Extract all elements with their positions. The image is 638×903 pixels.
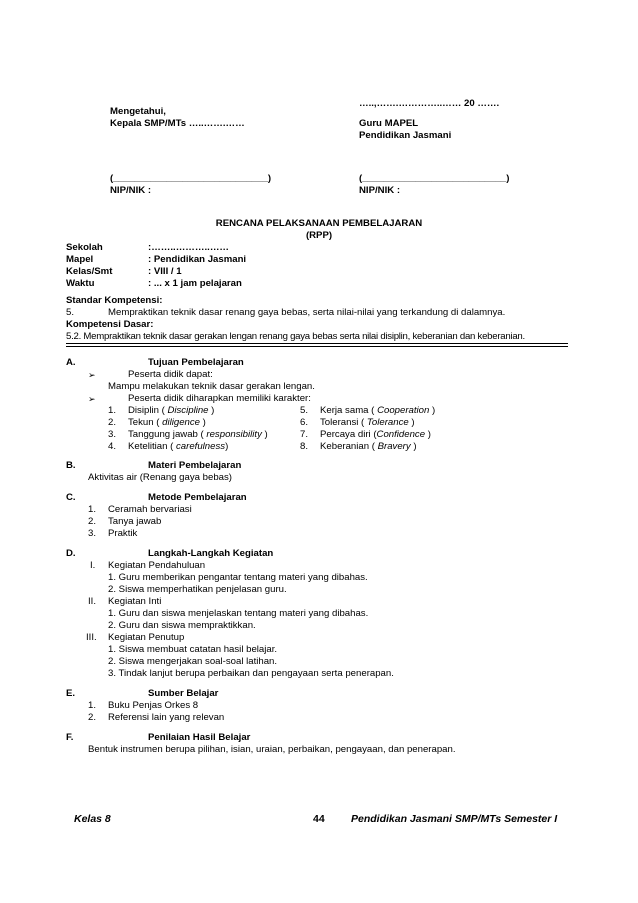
section-letter: A.: [66, 357, 76, 368]
section-heading-d: [0, 548, 638, 560]
character-item: [320, 417, 415, 429]
step-text: 3. Tindak lanjut berupa perbaikan dan pengayaan serta penerapan.: [108, 668, 394, 679]
section-title: Penilaian Hasil Belajar: [148, 732, 251, 743]
step-row: [0, 656, 638, 668]
standard-competency-text: Mempraktikan teknik dasar renang gaya bebas, serta nilai-nilai yang terkandung di dalamnya.: [108, 307, 506, 318]
step-text: 1. Guru dan siswa menjelaskan tentang materi yang dibahas.: [108, 608, 369, 619]
item-number: 1.: [88, 700, 97, 711]
character-english: Discipline: [167, 405, 209, 416]
basic-competency-label: Kompetensi Dasar:: [66, 319, 154, 330]
item-text: Praktik: [108, 528, 138, 539]
phase-number: III.: [86, 632, 97, 643]
section-letter: D.: [66, 548, 76, 559]
list-item: [0, 393, 638, 405]
step-row: [0, 644, 638, 656]
identity-value: :……..………..……: [148, 242, 230, 253]
list-item: [0, 516, 638, 528]
character-english: diligence: [162, 417, 201, 428]
principal-signature-blank: (_____________________________): [110, 173, 272, 184]
section-letter: F.: [66, 732, 74, 743]
character-english: Tolerance: [366, 417, 409, 428]
identity-label: Sekolah: [66, 242, 103, 253]
teacher-title: Guru MAPEL: [359, 118, 419, 129]
phase-label: Kegiatan Inti: [108, 596, 162, 607]
character-row: [0, 405, 638, 417]
phase-label: Kegiatan Pendahuluan: [108, 560, 206, 571]
character-number: 3.: [108, 429, 117, 440]
character-text-end: ): [429, 405, 436, 416]
document-subtitle: (RPP): [305, 230, 333, 241]
list-item: [0, 712, 638, 724]
step-text: 1. Siswa membuat catatan hasil belajar.: [108, 644, 278, 655]
page-number: 44: [313, 813, 325, 825]
section-letter: C.: [66, 492, 76, 503]
footer-class: Kelas 8: [74, 813, 111, 825]
standard-competency-number: 5.: [66, 307, 75, 318]
step-row: [0, 608, 638, 620]
character-text: Disiplin (: [128, 405, 168, 416]
identity-row: [0, 278, 638, 290]
item-text: Buku Penjas Orkes 8: [108, 700, 199, 711]
arrow-bullet-icon: ➢: [88, 370, 96, 380]
principal-nip: NIP/NIK :: [110, 185, 152, 196]
assessment-text: Bentuk instrumen berupa pilihan, isian, uraian, perbaikan, pengayaan, dan penerapan.: [88, 744, 456, 755]
character-english: Bravery: [377, 441, 411, 452]
phase-row: [0, 596, 638, 608]
step-row: [0, 620, 638, 632]
phase-label: Kegiatan Penutup: [108, 632, 185, 643]
character-number: 6.: [300, 417, 309, 428]
teacher-nip: NIP/NIK :: [359, 185, 401, 196]
phase-number: I.: [90, 560, 96, 571]
material-text: Aktivitas air (Renang gaya bebas): [88, 472, 232, 483]
character-text-end: ): [408, 417, 415, 428]
character-text-end: ): [225, 441, 229, 452]
character-text-end: ): [425, 429, 431, 440]
section-heading-c: [0, 492, 638, 504]
section-title: Sumber Belajar: [148, 688, 219, 699]
character-number: 5.: [300, 405, 309, 416]
section-letter: B.: [66, 460, 76, 471]
bullet-text: Peserta didik dapat:: [128, 369, 213, 380]
identity-value: : ... x 1 jam pelajaran: [148, 278, 242, 289]
teacher-signature-blank: (___________________________): [359, 173, 510, 184]
section-heading-b: [0, 460, 638, 472]
section-title: Materi Pembelajaran: [148, 460, 242, 471]
character-item: [320, 441, 417, 453]
list-item: [0, 369, 638, 381]
basic-competency-text: 5.2. Mempraktikan teknik dasar gerakan lengan renang gaya bebas serta nilai disiplin, keberanian dan keberanian.: [66, 331, 525, 342]
character-text: Tekun (: [128, 417, 163, 428]
list-item: [0, 528, 638, 540]
list-item: [0, 700, 638, 712]
character-text: Kerja sama (: [320, 405, 378, 416]
phase-row: [0, 632, 638, 644]
item-number: 1.: [88, 504, 97, 515]
teacher-subject: Pendidikan Jasmani: [359, 130, 452, 141]
character-number: 4.: [108, 441, 117, 452]
character-text: Tanggung jawab (: [128, 429, 207, 440]
phase-row: [0, 560, 638, 572]
identity-value: : VIII / 1: [148, 266, 182, 277]
character-item: [320, 405, 435, 417]
character-number: 1.: [108, 405, 117, 416]
character-text: Toleransi (: [320, 417, 367, 428]
character-number: 7.: [300, 429, 309, 440]
item-text: Referensi lain yang relevan: [108, 712, 225, 723]
character-item: [320, 429, 431, 441]
character-row: [0, 417, 638, 429]
step-row: [0, 572, 638, 584]
character-row: [0, 441, 638, 453]
bullet-text: Peserta didik diharapkan memiliki karakter:: [128, 393, 311, 404]
document-title: RENCANA PELAKSANAAN PEMBELAJARAN: [215, 218, 423, 229]
divider-line: [66, 343, 568, 344]
character-row: [0, 429, 638, 441]
standard-competency-row: [0, 307, 638, 319]
section-title: Langkah-Langkah Kegiatan: [148, 548, 274, 559]
character-number: 8.: [300, 441, 309, 452]
character-text: Keberanian (: [320, 441, 378, 452]
footer-subject: Pendidikan Jasmani SMP/MTs Semester I: [351, 813, 558, 825]
step-text: 2. Guru dan siswa mempraktikkan.: [108, 620, 256, 631]
identity-row: [0, 254, 638, 266]
step-text: 2. Siswa mengerjakan soal-soal latihan.: [108, 656, 278, 667]
identity-value: : Pendidikan Jasmani: [148, 254, 247, 265]
date-line: …..,…….…………..…… 20 …….: [359, 98, 500, 109]
step-text: 2. Siswa memperhatikan penjelasan guru.: [108, 584, 287, 595]
character-item: [128, 441, 228, 453]
item-number: 2.: [88, 712, 97, 723]
character-item: [128, 417, 206, 429]
character-item: [128, 405, 214, 417]
item-text: Ceramah bervariasi: [108, 504, 192, 515]
character-english: Confidence: [376, 429, 426, 440]
character-text-end: ): [200, 417, 206, 428]
step-text: 1. Guru memberikan pengantar tentang materi yang dibahas.: [108, 572, 368, 583]
character-english: responsibility: [206, 429, 262, 440]
character-text-end: ): [410, 441, 417, 452]
arrow-bullet-icon: ➢: [88, 394, 96, 404]
identity-label: Kelas/Smt: [66, 266, 113, 277]
character-english: carefulness: [176, 441, 226, 452]
principal-title: Kepala SMP/MTs …..…….……: [110, 118, 245, 129]
standard-competency-label: Standar Kompetensi:: [66, 295, 163, 306]
identity-row: [0, 266, 638, 278]
step-row: [0, 584, 638, 596]
character-english: Cooperation: [377, 405, 430, 416]
character-number: 2.: [108, 417, 117, 428]
item-number: 3.: [88, 528, 97, 539]
character-item: [128, 429, 268, 441]
section-title: Metode Pembelajaran: [148, 492, 247, 503]
objective-text: Mampu melakukan teknik dasar gerakan lengan.: [108, 381, 315, 392]
item-text: Tanya jawab: [108, 516, 162, 527]
identity-row: [0, 242, 638, 254]
list-item: [0, 504, 638, 516]
assessment-row: [0, 744, 638, 756]
character-text: Ketelitian (: [128, 441, 176, 452]
section-heading-f: [0, 732, 638, 744]
section-title: Tujuan Pembelajaran: [148, 357, 244, 368]
section-heading-e: [0, 688, 638, 700]
item-number: 2.: [88, 516, 97, 527]
step-row: [0, 668, 638, 680]
section-letter: E.: [66, 688, 76, 699]
identity-label: Mapel: [66, 254, 94, 265]
character-text: Percaya diri (: [320, 429, 377, 440]
material-row: [0, 472, 638, 484]
divider-line-thick: [66, 346, 568, 347]
known-by-label: Mengetahui,: [110, 106, 166, 117]
section-heading-a: [0, 357, 638, 369]
character-text-end: ): [261, 429, 268, 440]
identity-label: Waktu: [66, 278, 95, 289]
phase-number: II.: [88, 596, 96, 607]
character-text-end: ): [208, 405, 215, 416]
list-item: [0, 381, 638, 393]
